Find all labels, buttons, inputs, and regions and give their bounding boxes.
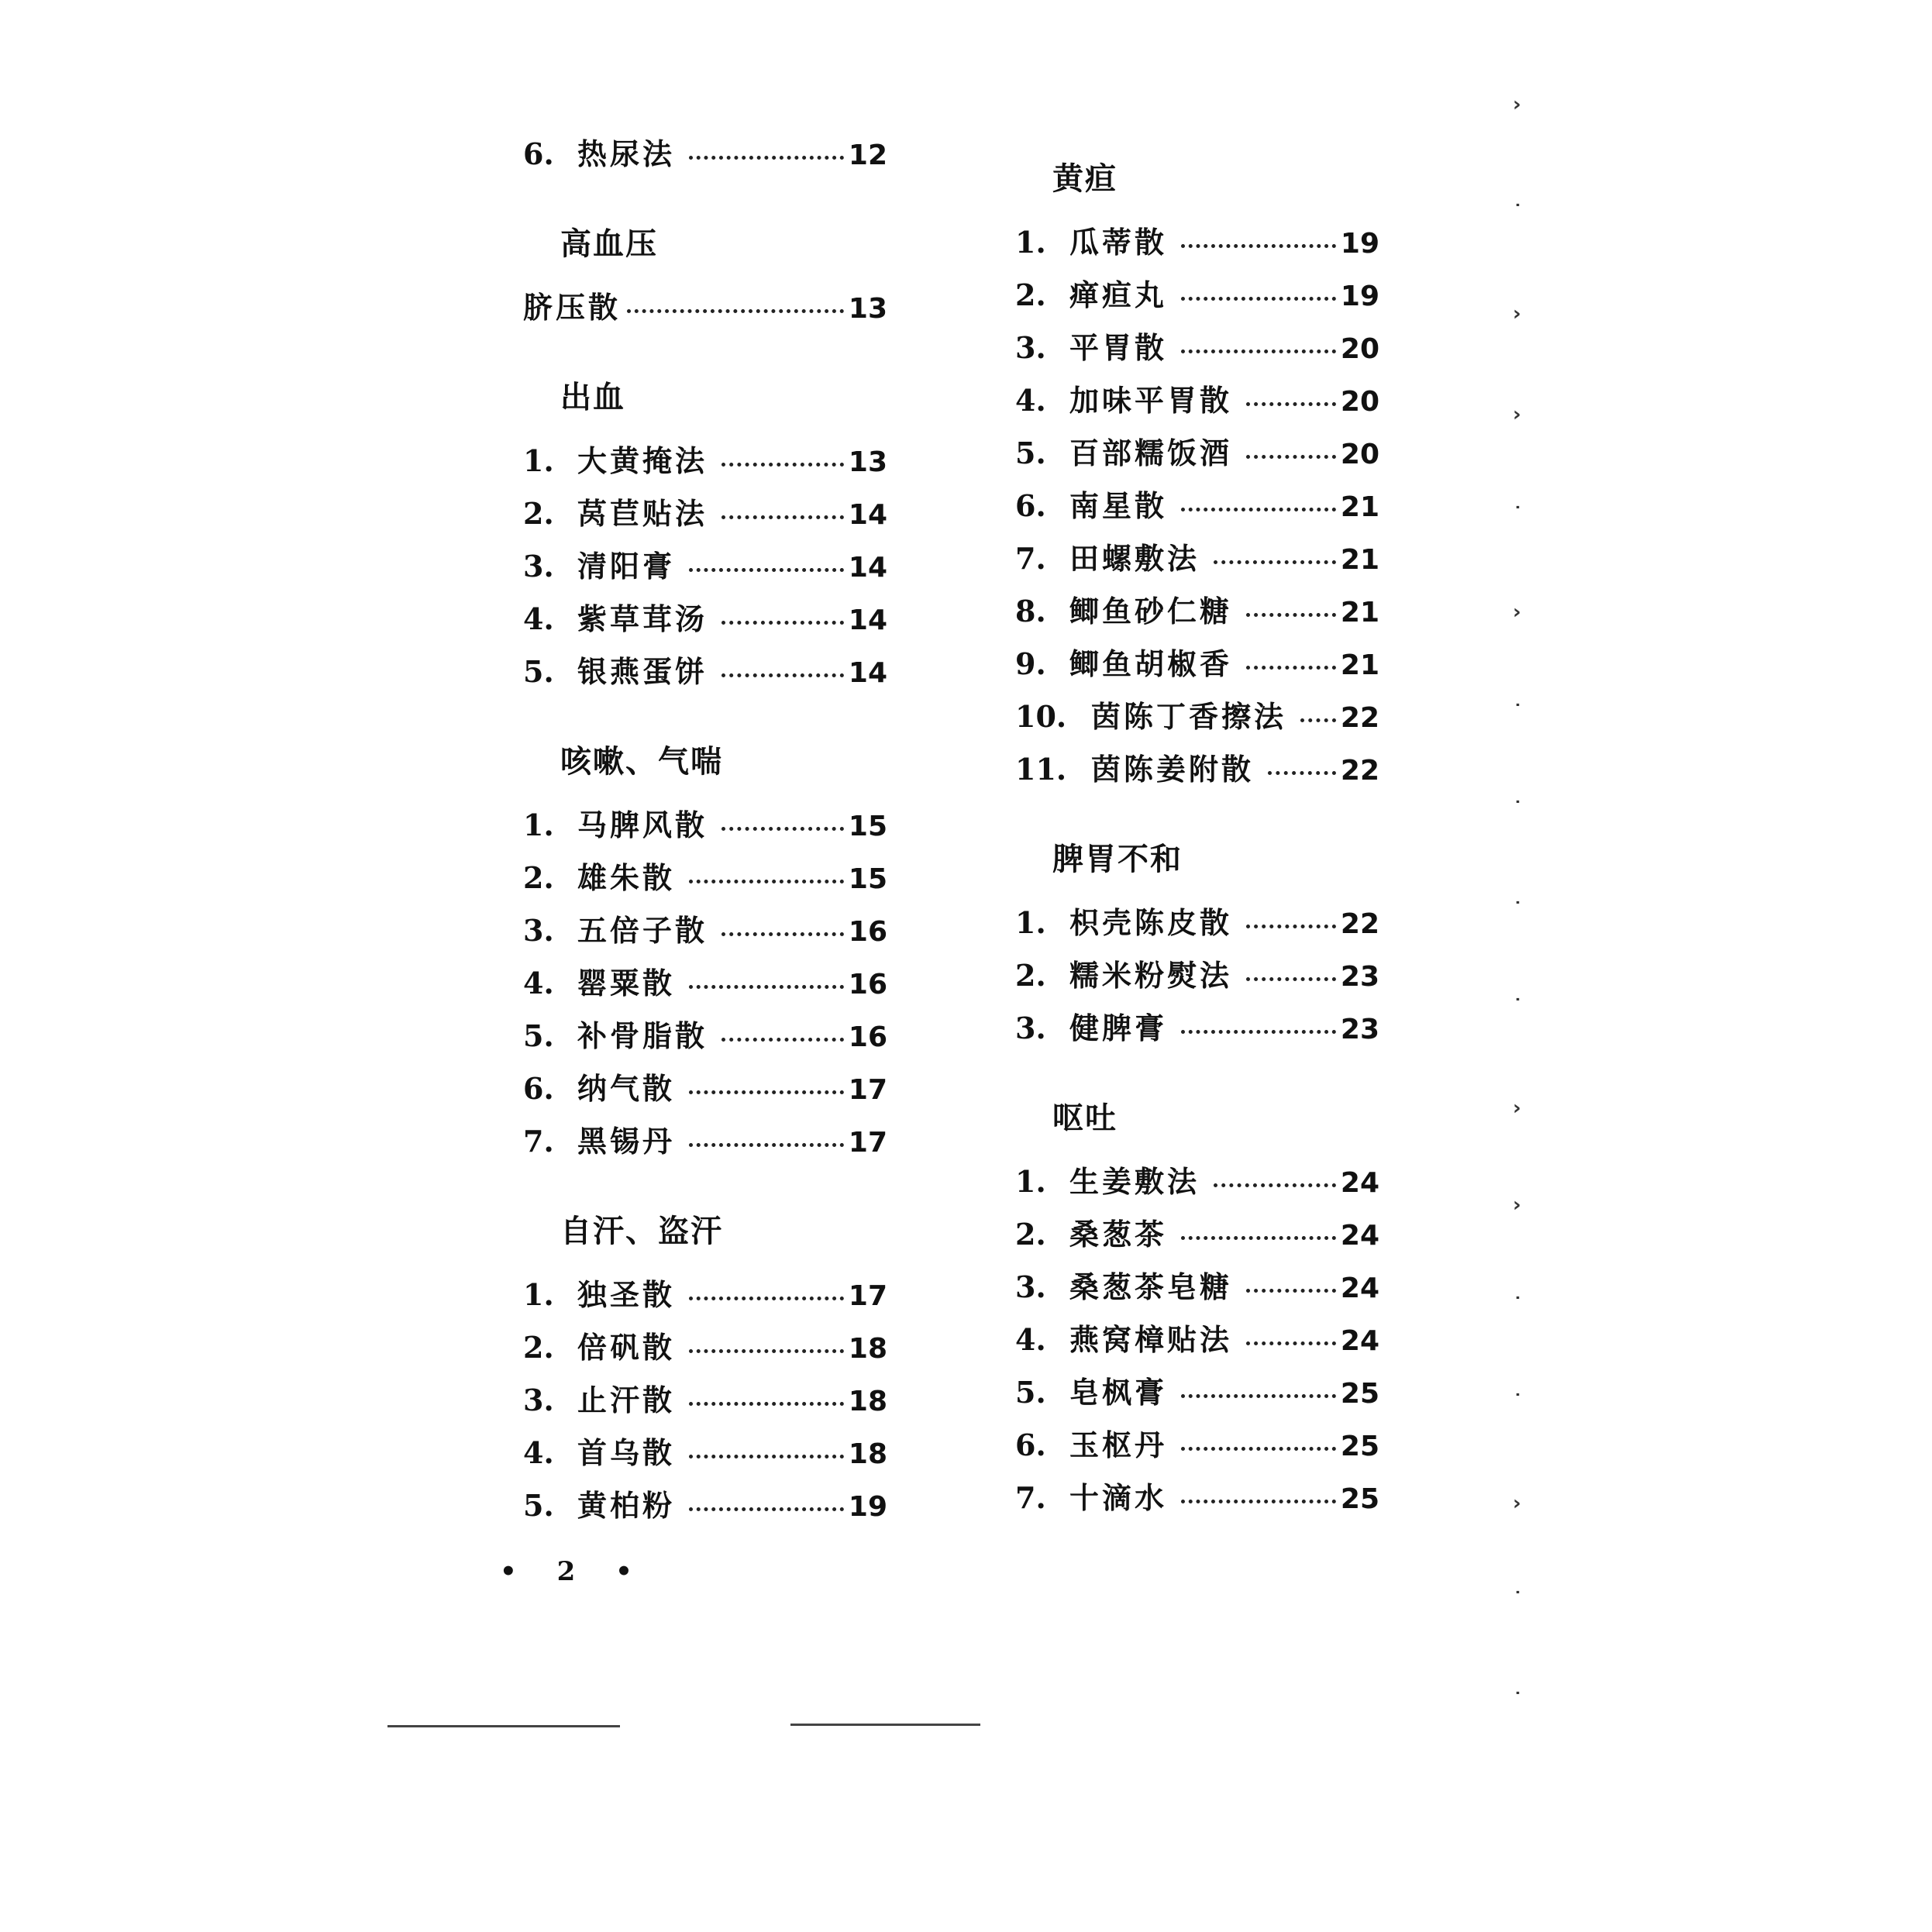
entry-title: 加味平胃散 (1069, 383, 1233, 418)
entry-title: 马脾风散 (577, 808, 708, 842)
entry-page-number: 21 (1340, 597, 1379, 629)
entry-title: 皂枫膏 (1069, 1375, 1168, 1410)
toc-entry (523, 957, 887, 1010)
entry-page-number: 16 (848, 916, 887, 948)
dot-leader (1246, 607, 1336, 617)
toc-entry (1015, 949, 1379, 1002)
binding-mark: ˙ (1513, 1391, 1523, 1414)
entry-page-number: 19 (848, 1491, 887, 1523)
section-heading: 高血压 (560, 226, 658, 262)
dot-leader (1246, 449, 1336, 459)
binding-mark: ˙ (1513, 504, 1523, 527)
entry-page-number: 14 (848, 552, 887, 584)
entry-number: 4. (1015, 383, 1046, 418)
toc-entry (523, 1374, 887, 1427)
toc-entry (523, 904, 887, 957)
section-heading: 咳嗽、气喘 (560, 743, 723, 780)
entry-title: 大黄掩法 (577, 443, 708, 478)
entry-page-number: 15 (848, 811, 887, 842)
binding-mark: ˙ (1513, 899, 1523, 922)
entry-number: 1. (523, 808, 554, 842)
entry-page-number: 14 (848, 657, 887, 689)
entry-title: 五倍子散 (577, 913, 708, 948)
entry-page-number: 13 (848, 446, 887, 478)
entry-title: 银燕蛋饼 (577, 654, 708, 689)
binding-mark: ˙ (1513, 1689, 1523, 1713)
toc-entry (1015, 1155, 1379, 1208)
entry-number: 6. (1015, 488, 1046, 523)
binding-mark: › (1513, 1492, 1521, 1515)
entry-number: 11. (1015, 752, 1067, 787)
entry-title: 茵陈丁香擦法 (1091, 699, 1287, 734)
entry-page-number: 16 (848, 1021, 887, 1053)
dot-leader (721, 509, 844, 519)
entry-title: 莴苣贴法 (577, 496, 708, 531)
entry-title: 热尿法 (577, 136, 676, 171)
entry-number: 6. (523, 136, 554, 171)
entry-title: 黄柏粉 (577, 1488, 676, 1523)
entry-number: 1. (1015, 905, 1046, 940)
dot-leader (1246, 659, 1336, 670)
entry-title: 罂粟散 (577, 966, 676, 1000)
entry-title: 补骨脂散 (577, 1018, 708, 1053)
entry-title: 南星散 (1069, 488, 1168, 523)
entry-page-number: 15 (848, 863, 887, 895)
entry-number: 2. (1015, 1217, 1046, 1252)
dot-leader (721, 821, 844, 831)
entry-title: 止汗散 (577, 1383, 676, 1417)
entry-page-number: 20 (1340, 386, 1379, 418)
entry-number: 5. (523, 1018, 554, 1053)
dot-leader (1181, 1230, 1336, 1240)
entry-number: 2. (1015, 958, 1046, 993)
section-heading: 黄疸 (1052, 160, 1118, 197)
entry-page-number: 23 (1340, 961, 1379, 993)
entry-title: 独圣散 (577, 1277, 676, 1312)
entry-title: 田螺敷法 (1069, 541, 1200, 576)
entry-title: 黑锡丹 (577, 1124, 676, 1159)
dot-leader (689, 1396, 844, 1406)
entry-page-number: 20 (1340, 333, 1379, 365)
entry-title: 清阳膏 (577, 549, 676, 584)
entry-title: 十滴水 (1069, 1480, 1168, 1515)
dot-leader (689, 1501, 844, 1511)
dot-leader (689, 1343, 844, 1353)
dot-leader (1181, 1388, 1336, 1398)
entry-page-number: 22 (1340, 702, 1379, 734)
toc-entry (523, 281, 887, 334)
entry-title: 鲫鱼砂仁糖 (1069, 594, 1233, 629)
toc-entry (1015, 1208, 1379, 1261)
entry-number: 7. (1015, 541, 1046, 576)
entry-number: 2. (1015, 277, 1046, 312)
toc-entry (523, 1010, 887, 1062)
entry-number: 1. (1015, 1164, 1046, 1199)
toc-entry (1015, 480, 1379, 532)
toc-entry (523, 1427, 887, 1479)
entry-number: 1. (523, 1277, 554, 1312)
entry-number: 5. (523, 654, 554, 689)
dot-leader (689, 873, 844, 883)
entry-title: 玉枢丹 (1069, 1427, 1168, 1462)
entry-number: 4. (523, 966, 554, 1000)
section-heading: 呕吐 (1052, 1100, 1118, 1136)
entry-page-number: 22 (1340, 908, 1379, 940)
bottom-rule-left (387, 1725, 620, 1727)
entry-title: 鲫鱼胡椒香 (1069, 646, 1233, 681)
entry-title: 生姜敷法 (1069, 1164, 1200, 1199)
page-number: • 2 • (500, 1556, 648, 1587)
entry-title: 雄朱散 (577, 860, 676, 895)
bottom-rule-center (790, 1724, 980, 1726)
section-heading: 自汗、盗汗 (560, 1213, 723, 1249)
dot-leader (1214, 1177, 1336, 1187)
dot-leader (627, 303, 844, 313)
entry-number: 3. (1015, 330, 1046, 365)
entry-page-number: 25 (1340, 1431, 1379, 1462)
entry-number: 4. (523, 1435, 554, 1470)
toc-entry (1015, 216, 1379, 269)
dot-leader (1181, 1493, 1336, 1503)
binding-mark: › (1513, 93, 1521, 116)
entry-title: 百部糯饭酒 (1069, 436, 1233, 470)
toc-entry (1015, 638, 1379, 690)
toc-entry (1015, 269, 1379, 322)
dot-leader (1246, 396, 1336, 406)
entry-title: 脐压散 (523, 290, 622, 325)
entry-number: 1. (523, 443, 554, 478)
entry-number: 6. (1015, 1427, 1046, 1462)
entry-page-number: 20 (1340, 439, 1379, 470)
dot-leader (689, 562, 844, 572)
binding-mark: ˙ (1513, 1589, 1523, 1612)
dot-leader (689, 1290, 844, 1300)
dot-leader (721, 667, 844, 677)
entry-page-number: 24 (1340, 1273, 1379, 1304)
toc-entry (523, 646, 887, 698)
toc-entry (523, 1062, 887, 1115)
entry-page-number: 24 (1340, 1325, 1379, 1357)
entry-number: 4. (1015, 1322, 1046, 1357)
dot-leader (1246, 918, 1336, 928)
dot-leader (721, 456, 844, 467)
entry-number: 6. (523, 1071, 554, 1106)
entry-title: 瘅疸丸 (1069, 277, 1168, 312)
toc-entry (523, 852, 887, 904)
dot-leader (1246, 1335, 1336, 1345)
entry-page-number: 18 (848, 1333, 887, 1365)
dot-leader (689, 1084, 844, 1094)
entry-number: 3. (523, 549, 554, 584)
entry-number: 4. (523, 601, 554, 636)
entry-title: 健脾膏 (1069, 1011, 1168, 1045)
dot-leader (1214, 554, 1336, 564)
entry-page-number: 21 (1340, 491, 1379, 523)
entry-title: 糯米粉熨法 (1069, 958, 1233, 993)
entry-title: 瓜蒂散 (1069, 225, 1168, 260)
dot-leader (1181, 501, 1336, 511)
toc-entry (1015, 897, 1379, 949)
toc-entry (1015, 374, 1379, 427)
toc-entry (523, 1115, 887, 1168)
entry-number: 5. (1015, 1375, 1046, 1410)
entry-number: 5. (1015, 436, 1046, 470)
toc-entry (1015, 1366, 1379, 1419)
dot-leader (1181, 291, 1336, 301)
entry-title: 纳气散 (577, 1071, 676, 1106)
binding-mark: › (1513, 403, 1521, 426)
entry-title: 桑葱茶皂糖 (1069, 1269, 1233, 1304)
entry-title: 紫草茸汤 (577, 601, 708, 636)
entry-page-number: 24 (1340, 1220, 1379, 1252)
toc-entry (1015, 322, 1379, 374)
entry-page-number: 12 (848, 139, 887, 171)
entry-number: 7. (523, 1124, 554, 1159)
dot-leader (1181, 1024, 1336, 1034)
toc-entry (523, 1321, 887, 1374)
entry-number: 2. (523, 1330, 554, 1365)
entry-page-number: 22 (1340, 755, 1379, 787)
entry-title: 桑葱茶 (1069, 1217, 1168, 1252)
toc-entry (523, 435, 887, 487)
section-heading: 脾胃不和 (1052, 841, 1183, 877)
dot-leader (721, 1031, 844, 1042)
dot-leader (1181, 238, 1336, 248)
toc-entry (523, 128, 887, 181)
toc-entry (1015, 1002, 1379, 1055)
toc-entry (523, 1479, 887, 1532)
dot-leader (689, 1448, 844, 1458)
entry-number: 2. (523, 496, 554, 531)
entry-page-number: 25 (1340, 1378, 1379, 1410)
dot-leader (1181, 1441, 1336, 1451)
entry-number: 8. (1015, 594, 1046, 629)
entry-page-number: 17 (848, 1280, 887, 1312)
entry-number: 3. (523, 1383, 554, 1417)
dot-leader (1181, 343, 1336, 353)
entry-number: 3. (523, 913, 554, 948)
entry-number: 3. (1015, 1011, 1046, 1045)
toc-entry (523, 799, 887, 852)
entry-page-number: 19 (1340, 281, 1379, 312)
entry-page-number: 19 (1340, 228, 1379, 260)
dot-leader (1300, 712, 1336, 722)
dot-leader (689, 150, 844, 160)
toc-entry (1015, 1472, 1379, 1524)
toc-column-right (1015, 159, 1379, 1524)
toc-column-left (523, 128, 887, 1532)
entry-number: 2. (523, 860, 554, 895)
toc-entry (523, 1269, 887, 1321)
entry-title: 倍矾散 (577, 1330, 676, 1365)
binding-mark: ˙ (1513, 701, 1523, 725)
toc-entry (1015, 585, 1379, 638)
entry-number: 9. (1015, 646, 1046, 681)
entry-page-number: 17 (848, 1127, 887, 1159)
dot-leader (1246, 1283, 1336, 1293)
section-heading: 出血 (560, 379, 625, 415)
entry-page-number: 16 (848, 969, 887, 1000)
dot-leader (689, 979, 844, 989)
entry-page-number: 21 (1340, 649, 1379, 681)
toc-entry (1015, 1261, 1379, 1314)
entry-page-number: 18 (848, 1386, 887, 1417)
toc-entry (1015, 427, 1379, 480)
toc-entry (1015, 1314, 1379, 1366)
entry-title: 平胃散 (1069, 330, 1168, 365)
entry-title: 茵陈姜附散 (1091, 752, 1255, 787)
entry-title: 枳壳陈皮散 (1069, 905, 1233, 940)
binding-mark: ˙ (1513, 996, 1523, 1019)
binding-mark: ˙ (1513, 798, 1523, 821)
entry-page-number: 14 (848, 499, 887, 531)
dot-leader (1246, 971, 1336, 981)
toc-entry (523, 487, 887, 540)
toc-entry (523, 540, 887, 593)
entry-page-number: 24 (1340, 1167, 1379, 1199)
binding-mark: › (1513, 1097, 1521, 1120)
entry-title: 燕窝樟贴法 (1069, 1322, 1233, 1357)
toc-entry (1015, 532, 1379, 585)
binding-mark: ˙ (1513, 1294, 1523, 1317)
binding-mark: › (1513, 601, 1521, 624)
entry-number: 5. (523, 1488, 554, 1523)
entry-number: 1. (1015, 225, 1046, 260)
entry-page-number: 25 (1340, 1483, 1379, 1515)
dot-leader (689, 1137, 844, 1147)
toc-entry (1015, 743, 1379, 796)
toc-entry (1015, 690, 1379, 743)
binding-mark: › (1513, 1193, 1521, 1217)
entry-number: 10. (1015, 699, 1067, 734)
entry-number: 7. (1015, 1480, 1046, 1515)
dot-leader (721, 926, 844, 936)
dot-leader (1268, 765, 1336, 775)
entry-page-number: 14 (848, 604, 887, 636)
entry-title: 首乌散 (577, 1435, 676, 1470)
dot-leader (721, 615, 844, 625)
toc-entry (1015, 1419, 1379, 1472)
entry-number: 3. (1015, 1269, 1046, 1304)
entry-page-number: 13 (848, 293, 887, 325)
entry-page-number: 21 (1340, 544, 1379, 576)
entry-page-number: 23 (1340, 1014, 1379, 1045)
binding-mark: ˙ (1513, 201, 1523, 225)
binding-mark: › (1513, 302, 1521, 325)
toc-entry (523, 593, 887, 646)
entry-page-number: 18 (848, 1438, 887, 1470)
entry-page-number: 17 (848, 1074, 887, 1106)
